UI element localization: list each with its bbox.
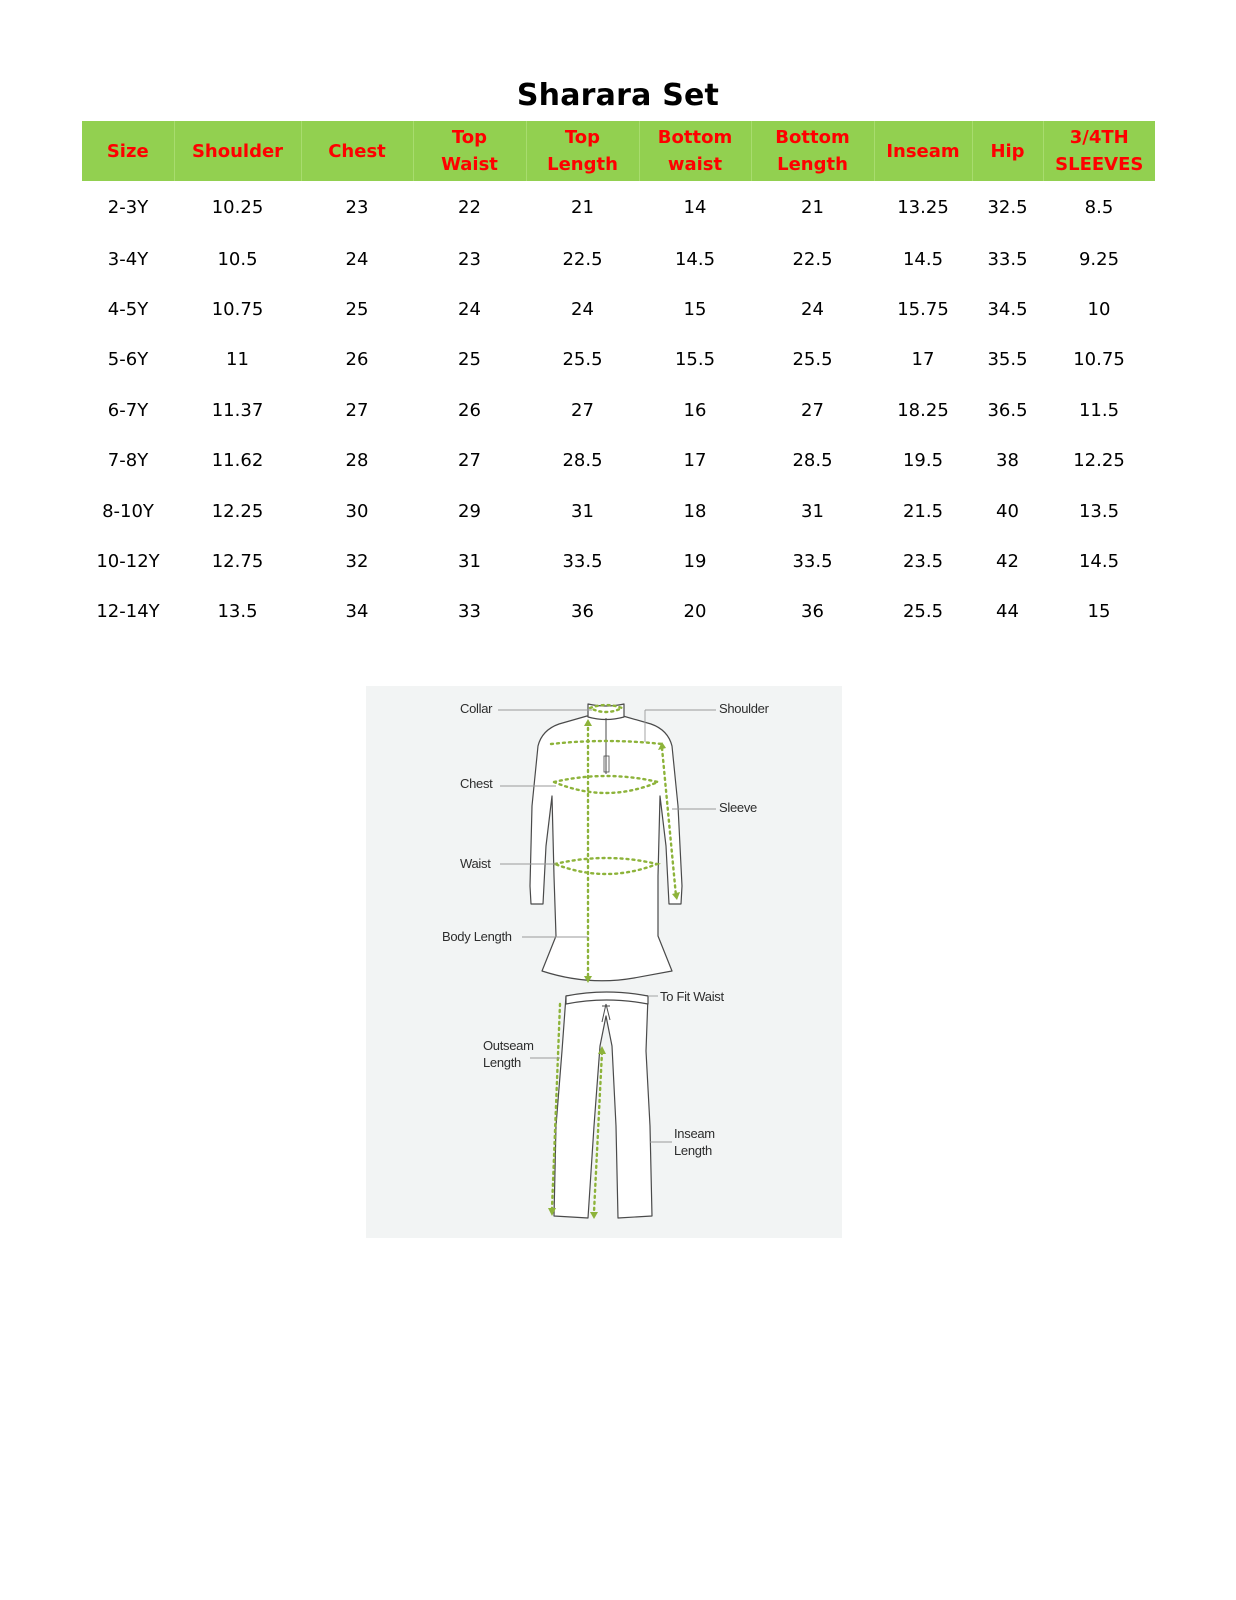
measurement-cell: 38 — [996, 450, 1019, 472]
measurement-cell: 12.25 — [211, 500, 264, 522]
measurement-cell: 28.5 — [792, 450, 833, 472]
measurement-cell: 33.5 — [562, 551, 603, 573]
label-sleeve: Sleeve — [719, 800, 757, 815]
measurement-cell: 11.37 — [211, 399, 264, 421]
measurement-diagram — [366, 686, 842, 1238]
measurement-cell: 17 — [683, 450, 707, 472]
column-header-text: Length — [777, 154, 848, 175]
column-header-text: Top — [564, 127, 601, 148]
table-row — [82, 436, 1155, 486]
measurement-cell: 10.5 — [217, 248, 258, 270]
column-header-text: Hip — [990, 140, 1025, 162]
size-cell: 10-12Y — [96, 551, 160, 573]
table-row — [82, 486, 1155, 536]
column-header — [639, 121, 751, 181]
measurement-cell: 44 — [996, 601, 1019, 623]
size-cell: 5-6Y — [107, 349, 149, 371]
measurement-cell: 20 — [683, 601, 707, 623]
measurement-cell: 33.5 — [987, 248, 1028, 270]
measurement-cell: 21.5 — [902, 500, 944, 522]
measurement-cell: 16 — [683, 399, 707, 421]
measurement-cell: 10.75 — [1073, 349, 1125, 371]
measurement-cell: 31 — [801, 500, 824, 522]
column-header-text: 3/4TH — [1069, 127, 1129, 148]
measurement-cell: 11.62 — [211, 450, 264, 472]
measurement-cell: 26 — [345, 349, 369, 371]
size-cell: 2-3Y — [107, 197, 149, 218]
size-cell: 8-10Y — [102, 500, 154, 522]
measurement-cell: 14.5 — [674, 248, 716, 270]
column-header — [413, 121, 526, 181]
measurement-cell: 12.25 — [1073, 450, 1125, 472]
column-header-text: Chest — [328, 140, 386, 162]
column-header-text: SLEEVES — [1055, 154, 1144, 175]
measurement-cell: 23 — [458, 248, 481, 270]
size-cell: 12-14Y — [96, 601, 160, 623]
measurement-cell: 24 — [801, 299, 824, 321]
measurement-cell: 34 — [345, 601, 369, 623]
measurement-cell: 15 — [683, 299, 707, 321]
measurement-cell: 27 — [458, 450, 481, 472]
column-header-text: Shoulder — [191, 140, 284, 162]
trouser-legs — [554, 994, 652, 1219]
measurement-cell: 25 — [345, 299, 369, 321]
column-header — [1043, 121, 1155, 181]
label-shoulder: Shoulder — [719, 701, 769, 716]
measurement-cell: 23.5 — [902, 551, 944, 573]
measurement-cell: 15.75 — [897, 299, 949, 321]
label-outseam-length: Outseam Length — [483, 1038, 534, 1070]
measurement-cell: 24 — [345, 248, 369, 270]
table-header-row — [82, 121, 1155, 181]
measurement-cell: 36 — [801, 601, 824, 623]
measurement-cell: 42 — [996, 551, 1019, 573]
column-header-text: Bottom — [657, 127, 733, 148]
measurement-cell: 12.75 — [211, 551, 264, 573]
measurement-cell: 21 — [801, 197, 824, 218]
arrow-head — [590, 1212, 598, 1219]
measurement-cell: 24 — [571, 299, 594, 321]
label-waist: Waist — [460, 856, 491, 871]
measurement-cell: 13.5 — [1078, 500, 1120, 522]
measurement-cell: 10.25 — [211, 197, 264, 218]
measurement-cell: 14.5 — [902, 248, 944, 270]
measurement-cell: 8.5 — [1084, 197, 1114, 218]
measurement-cell: 27 — [571, 399, 594, 421]
measurement-cell: 40 — [996, 500, 1019, 522]
measurement-cell: 9.25 — [1078, 248, 1120, 270]
measurement-cell: 25 — [458, 349, 481, 371]
column-header-text: Waist — [441, 154, 498, 175]
measurement-cell: 30 — [345, 500, 369, 522]
measurement-cell: 34.5 — [987, 299, 1028, 321]
measurement-cell: 28 — [345, 450, 369, 472]
size-cell: 3-4Y — [107, 248, 149, 270]
column-header-text: waist — [667, 154, 723, 175]
measurement-cell: 25.5 — [792, 349, 833, 371]
measurement-cell: 31 — [458, 551, 481, 573]
measurement-cell: 22 — [458, 197, 481, 218]
table-row — [82, 284, 1155, 334]
column-header — [174, 121, 301, 181]
measurement-cell: 17 — [911, 349, 935, 371]
table-row — [82, 234, 1155, 284]
measurement-cell: 19.5 — [902, 450, 944, 472]
column-header — [874, 121, 972, 181]
measurement-cell: 14 — [683, 197, 707, 218]
label-collar: Collar — [460, 701, 493, 716]
measurement-cell: 26 — [458, 399, 481, 421]
measurement-cell: 33.5 — [792, 551, 833, 573]
column-header — [972, 121, 1043, 181]
measurement-cell: 25.5 — [902, 601, 944, 623]
measurement-cell: 35.5 — [987, 349, 1028, 371]
size-cell: 7-8Y — [107, 450, 149, 472]
measurement-cell: 19 — [683, 551, 707, 573]
measurement-cell: 15.5 — [674, 349, 716, 371]
measurement-cell: 27 — [801, 399, 824, 421]
table-row — [82, 181, 1155, 234]
measurement-cell: 32 — [345, 551, 369, 573]
label-to-fit-waist: To Fit Waist — [660, 989, 724, 1004]
label-body-length: Body Length — [442, 929, 512, 944]
measurement-cell: 13.25 — [897, 197, 949, 218]
measurement-cell: 21 — [571, 197, 594, 218]
measurement-cell: 11 — [226, 349, 249, 371]
measurement-cell: 14.5 — [1078, 551, 1120, 573]
measurement-cell: 36 — [571, 601, 594, 623]
measurement-cell: 33 — [458, 601, 481, 623]
column-header — [82, 121, 174, 181]
column-header-text: Top — [451, 127, 488, 148]
column-header — [751, 121, 874, 181]
measurement-cell: 18 — [683, 500, 707, 522]
measurement-cell: 10 — [1087, 299, 1111, 321]
table-row — [82, 335, 1155, 385]
measurement-cell: 22.5 — [792, 248, 833, 270]
column-header-text: Bottom — [775, 127, 850, 148]
column-header-text: Length — [547, 154, 618, 175]
page-title: Sharara Set — [516, 78, 720, 113]
measurement-cell: 25.5 — [562, 349, 603, 371]
column-header — [301, 121, 413, 181]
measurement-cell: 24 — [458, 299, 481, 321]
measurement-cell: 15 — [1087, 601, 1111, 623]
measurement-cell: 32.5 — [987, 197, 1028, 218]
measurement-cell: 27 — [345, 399, 369, 421]
column-header-text: Inseam — [886, 140, 960, 162]
measurement-cell: 18.25 — [897, 399, 949, 421]
measurement-cell: 28.5 — [562, 450, 603, 472]
measurement-cell: 29 — [458, 500, 481, 522]
measurement-cell: 31 — [571, 500, 594, 522]
size-cell: 6-7Y — [107, 399, 149, 421]
kurta-pajama-illustration — [366, 686, 842, 1238]
measurement-cell: 23 — [345, 197, 369, 218]
table-body — [82, 181, 1155, 637]
column-header — [526, 121, 639, 181]
label-chest: Chest — [460, 776, 493, 791]
measurement-cell: 10.75 — [211, 299, 264, 321]
measurement-cell: 13.5 — [217, 601, 258, 623]
size-chart-table — [82, 121, 1155, 637]
column-header-text: Size — [106, 140, 149, 162]
label-inseam-length: Inseam Length — [674, 1126, 715, 1158]
table-row — [82, 587, 1155, 637]
trouser-outline — [554, 992, 652, 1218]
table-row — [82, 385, 1155, 435]
measurement-cell: 22.5 — [562, 248, 603, 270]
measurement-cell: 11.5 — [1078, 399, 1120, 421]
size-cell: 4-5Y — [107, 299, 149, 321]
measurement-cell: 36.5 — [987, 399, 1028, 421]
table-row — [82, 536, 1155, 586]
